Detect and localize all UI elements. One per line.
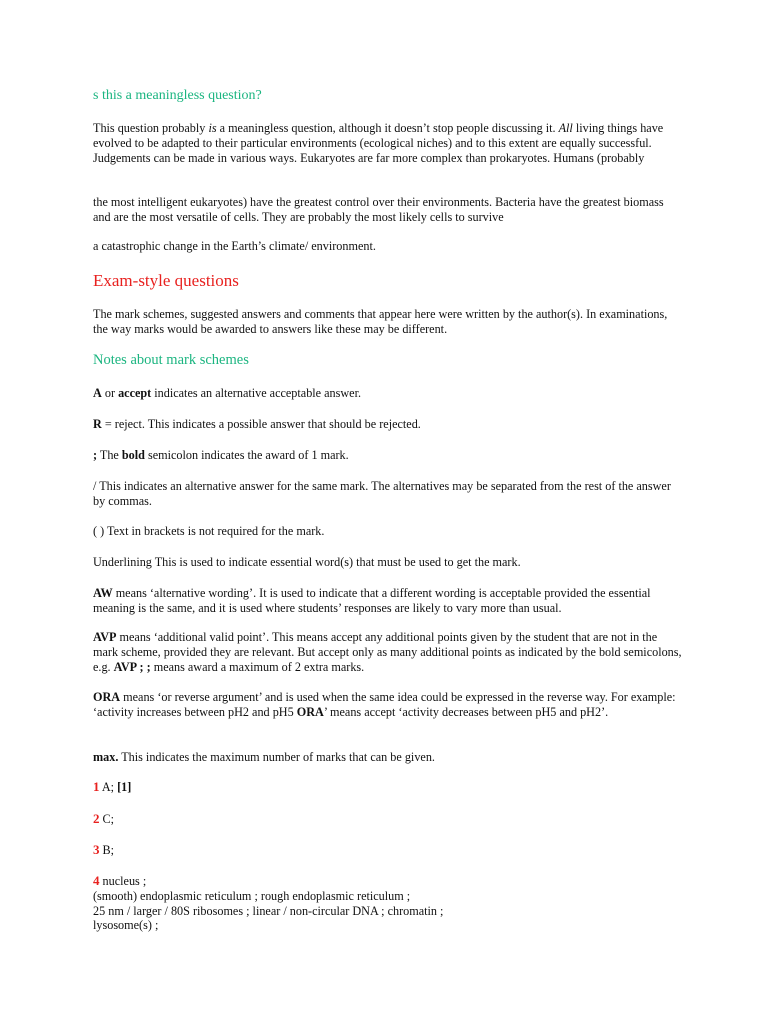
note-additional-valid-point: AVP means ‘additional valid point’. This means accept any additional points given by the student that are not in the mark scheme, provided they are relevant. But accept only as many additional points as indicated by the bold semicolons, e.g. AVP ; ; means award a maximum of 2 extra marks. xyxy=(93,630,682,674)
answer-3: 3 B; xyxy=(93,842,115,857)
note-reverse-argument: ORA means ‘or reverse argument’ and is used when the same idea could be expressed in the reverse way. For example: ‘activity increases between pH2 and pH5 ORA’ means accept ‘activity decreases between pH5 and pH2’. xyxy=(93,690,676,719)
answer-1: 1 A; [1] xyxy=(93,779,132,794)
note-brackets: ( ) Text in brackets is not required for the mark. xyxy=(93,524,325,538)
note-max: max. This indicates the maximum number of marks that can be given. xyxy=(93,750,435,764)
exam-style-questions-heading: Exam-style questions xyxy=(93,271,239,290)
paragraph-intelligent-eukaryotes: the most intelligent eukaryotes) have the greatest control over their environments. Bacteria have the greatest biomass and are the most versatile of cells. They are probably the most likely cells to survive xyxy=(93,195,664,224)
answer-4-number: 4 xyxy=(93,873,100,888)
exam-intro-paragraph: The mark schemes, suggested answers and comments that appear here were written by the author(s). In examinations, the way marks would be awarded to answers like these may be different. xyxy=(93,307,668,336)
note-accept: A or accept indicates an alternative acceptable answer. xyxy=(93,386,362,400)
note-reject: R = reject. This indicates a possible answer that should be rejected. xyxy=(93,417,421,431)
note-alternative-wording: AW means ‘alternative wording’. It is used to indicate that a different wording is acceptable provided the essential meaning is the same, and it is used where students’ responses are likely to vary more than usual. xyxy=(93,586,651,615)
note-bold-semicolon: ; The bold semicolon indicates the award of 1 mark. xyxy=(93,448,349,462)
notes-about-mark-schemes-heading: Notes about mark schemes xyxy=(93,352,249,368)
answer-1-number: 1 xyxy=(93,779,100,794)
answer-3-number: 3 xyxy=(93,842,100,857)
answer-2-number: 2 xyxy=(93,811,100,826)
note-slash-alternative: / This indicates an alternative answer for the same mark. The alternatives may be separated from the rest of the answer by commas. xyxy=(93,479,671,508)
note-underlining: Underlining This is used to indicate essential word(s) that must be used to get the mark. xyxy=(93,555,521,569)
paragraph-catastrophic-change: a catastrophic change in the Earth’s climate/ environment. xyxy=(93,239,376,253)
section-heading-meaningless-question: s this a meaningless question? xyxy=(93,88,262,103)
answer-2: 2 C; xyxy=(93,811,115,826)
answer-4: 4 nucleus ; (smooth) endoplasmic reticulum ; rough endoplasmic reticulum ; 25 nm / larger / 80S ribosomes ; linear / non-circular DNA ; chromatin ; lysosome(s) ; xyxy=(93,873,444,933)
answer-1-mark: [1] xyxy=(117,780,132,794)
paragraph-meaningless-question: This question probably is a meaningless question, although it doesn’t stop people discussing it. All living things have evolved to be adapted to their particular environments (ecological niches) and to this extent are equally successful. Judgements can be made in various ways. Eukaryotes are far more complex than prokaryotes. Humans (probably xyxy=(93,121,664,165)
